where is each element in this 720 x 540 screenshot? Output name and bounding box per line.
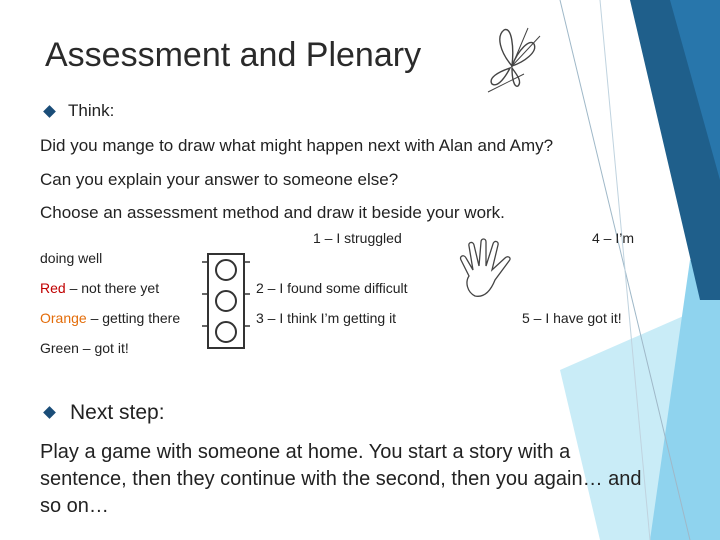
scale-item-1: 1 – I struggled bbox=[313, 230, 402, 246]
scale-item-4: 4 – I’m bbox=[592, 230, 635, 246]
question-2: Can you explain your answer to someone else? bbox=[40, 170, 399, 189]
traffic-intro: doing well bbox=[40, 250, 103, 266]
scale-item-5: 5 – I have got it! bbox=[522, 310, 622, 326]
red-rest: – not there yet bbox=[65, 280, 160, 296]
page-title: Assessment and Plenary bbox=[45, 36, 422, 74]
question-1: Did you mange to draw what might happen next with Alan and Amy? bbox=[40, 136, 554, 155]
hand-icon bbox=[455, 236, 521, 302]
traffic-red-key bbox=[40, 280, 159, 296]
traffic-green-key: Green – got it! bbox=[40, 340, 129, 356]
think-label: Think: bbox=[68, 101, 115, 120]
butterfly-icon bbox=[478, 22, 550, 100]
red-word: Red bbox=[40, 280, 66, 296]
next-step-text: Play a game with someone at home. You start a story with a sentence, then they continue with the second, then you again… and so on… bbox=[40, 441, 642, 517]
traffic-light-icon bbox=[200, 250, 252, 352]
traffic-orange-key bbox=[40, 310, 180, 326]
scale-item-2: 2 – I found some difficult bbox=[256, 280, 408, 296]
orange-word: Orange bbox=[40, 310, 87, 326]
orange-rest: – getting there bbox=[86, 310, 181, 326]
next-step-label: Next step: bbox=[70, 401, 165, 424]
question-3: Choose an assessment method and draw it beside your work. bbox=[40, 203, 505, 222]
scale-item-3: 3 – I think I’m getting it bbox=[256, 310, 397, 326]
